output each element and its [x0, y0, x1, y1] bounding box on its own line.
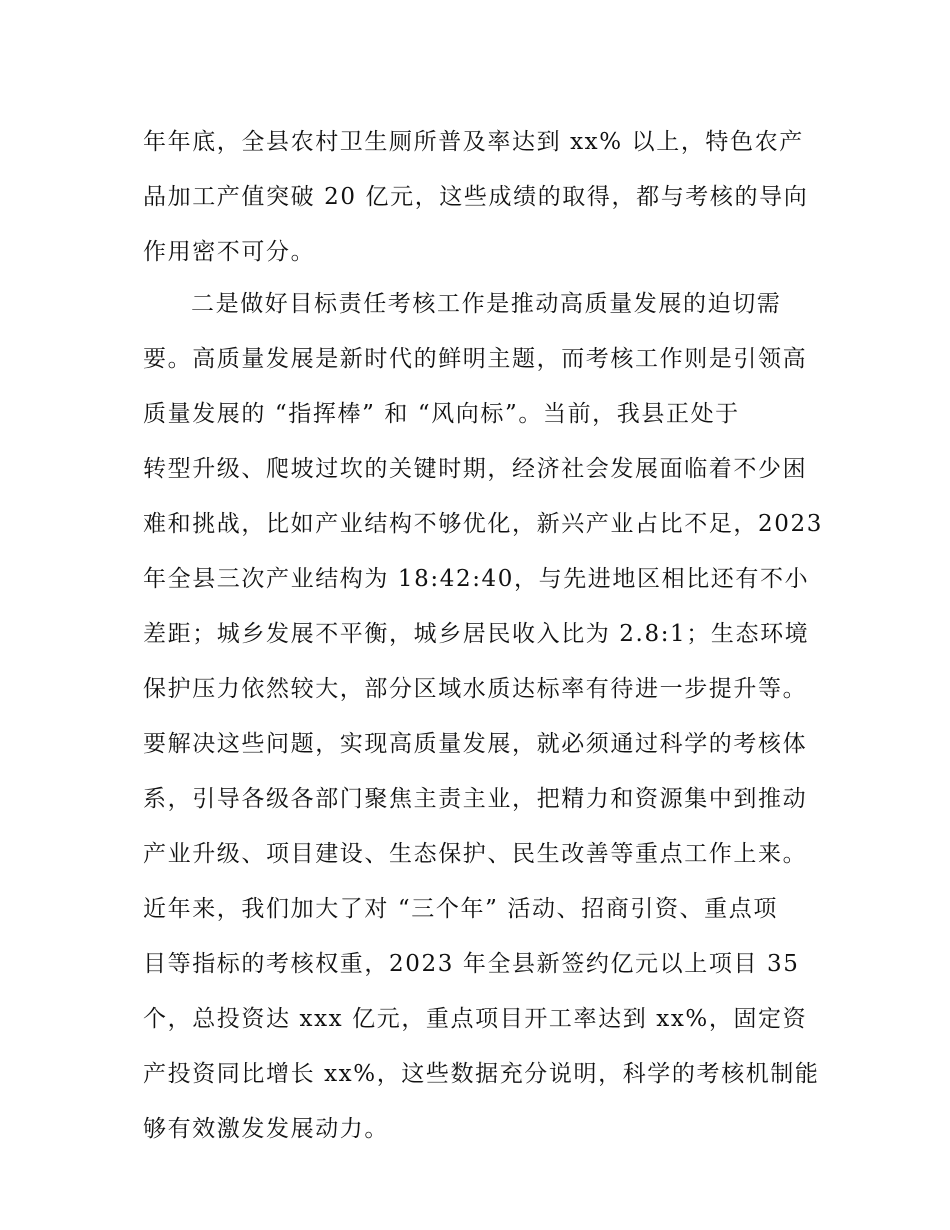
- paragraph-line: 目等指标的考核权重，2023 年全县新签约亿元以上项目 35: [143, 951, 800, 977]
- paragraph-2: [143, 277, 823, 1157]
- paragraph-line: 产投资同比增长 xx%，这些数据充分说明，科学的考核机制能: [143, 1061, 820, 1087]
- paragraph-line: 作用密不可分。: [143, 239, 316, 265]
- paragraph-line: 近年来，我们加大了对 “三个年” 活动、招商引资、重点项: [143, 896, 778, 922]
- paragraph-line: 二是做好目标责任考核工作是推动高质量发展的迫切需: [191, 291, 782, 317]
- paragraph-line: 要解决这些问题，实现高质量发展，就必须通过科学的考核体: [143, 731, 808, 757]
- paragraph-line: 够有效激发发展动力。: [143, 1116, 389, 1142]
- paragraph-line: 转型升级、爬坡过坎的关键时期，经济社会发展面临着不少困: [143, 456, 808, 482]
- paragraph-line: 品加工产值突破 20 亿元，这些成绩的取得，都与考核的导向: [143, 184, 809, 210]
- paragraph-line: 差距；城乡发展不平衡，城乡居民收入比为 2.8:1；生态环境: [143, 621, 810, 647]
- paragraph-line: 年全县三次产业结构为 18:42:40，与先进地区相比还有不小: [143, 566, 810, 592]
- paragraph-line: 产业升级、项目建设、生态保护、民生改善等重点工作上来。: [143, 841, 808, 867]
- paragraph-line: 年年底，全县农村卫生厕所普及率达到 xx% 以上，特色农产: [143, 129, 804, 155]
- paragraph-1: [143, 115, 823, 280]
- paragraph-line: 个，总投资达 xxx 亿元，重点项目开工率达到 xx%，固定资: [143, 1006, 808, 1032]
- paragraph-line: 要。高质量发展是新时代的鲜明主题，而考核工作则是引领高: [143, 346, 808, 372]
- paragraph-line: 系，引导各级各部门聚焦主责主业，把精力和资源集中到推动: [143, 786, 808, 812]
- paragraph-line: 保护压力依然较大，部分区域水质达标率有待进一步提升等。: [143, 676, 808, 702]
- paragraph-line: 难和挑战，比如产业结构不够优化，新兴产业占比不足，2023: [143, 511, 823, 537]
- paragraph-line: 质量发展的 “指挥棒” 和 “风向标”。当前，我县正处于: [143, 401, 740, 427]
